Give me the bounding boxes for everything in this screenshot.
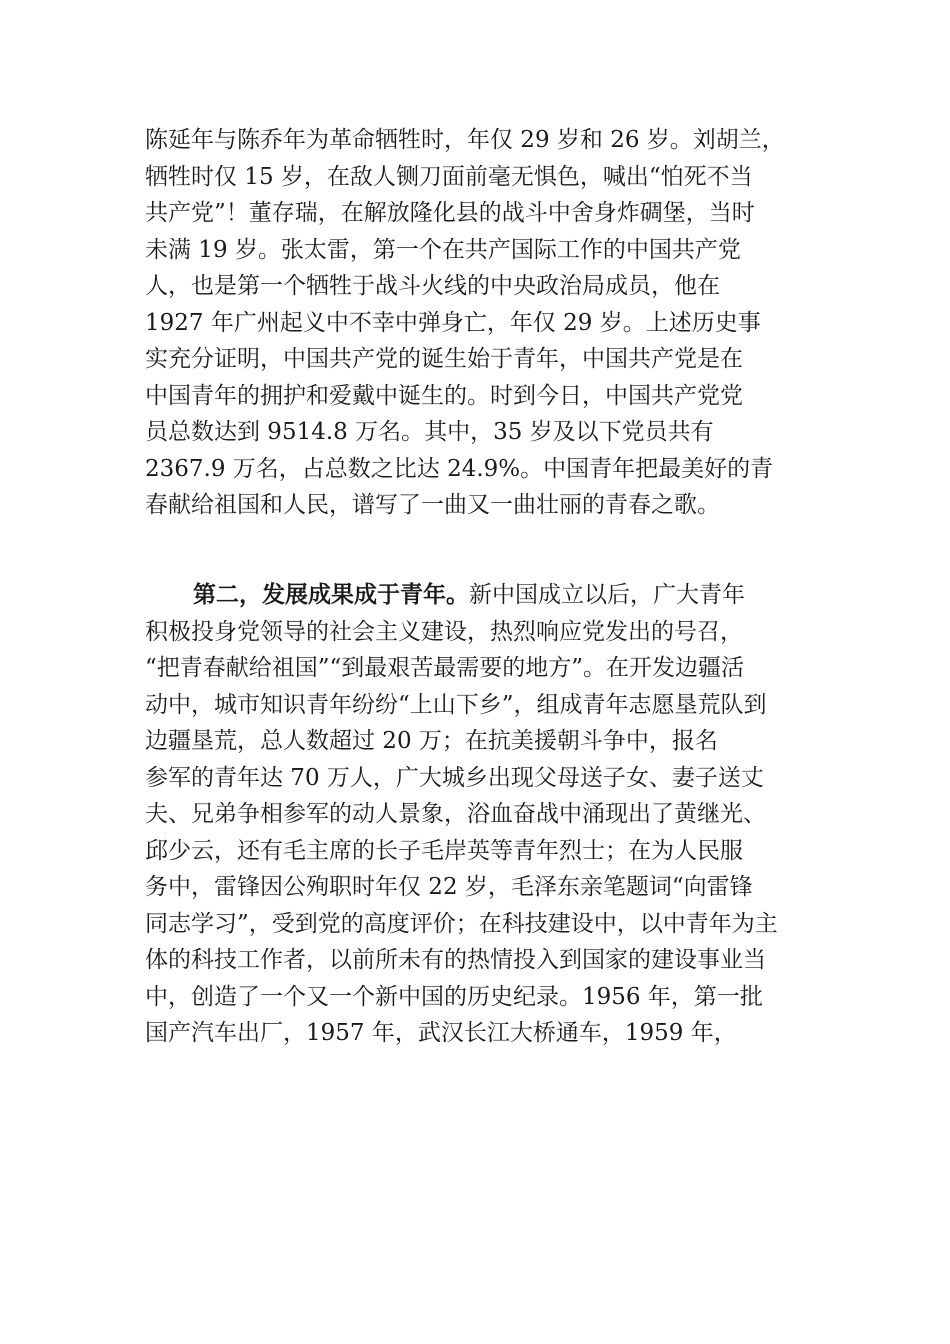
text-line: 陈延年与陈乔年为革命牺牲时，年仅 29 岁和 26 岁。刘胡兰， <box>145 127 785 153</box>
text-line: 邱少云，还有毛主席的长子毛岸英等青年烈士；在为人民服 <box>145 837 743 864</box>
paragraph-2 <box>145 577 810 1052</box>
text-line: 中，创造了一个又一个新中国的历史纪录。1956 年，第一批 <box>145 983 763 1010</box>
text-line: 体的科技工作者，以前所未有的热情投入到国家的建设事业当 <box>145 947 766 973</box>
text-line: 未满 19 岁。张太雷，第一个在共产国际工作的中国共产党 <box>145 236 741 263</box>
text-line: 参军的青年达 70 万人，广大城乡出现父母送子女、妻子送丈 <box>145 764 764 791</box>
text-run: 新中国成立以后，广大青年 <box>469 582 745 608</box>
text-line: 边疆垦荒，总人数超过 20 万；在抗美援朝斗争中，报名 <box>145 728 718 754</box>
text-line: 国产汽车出厂，1957 年，武汉长江大桥通车，1959 年， <box>145 1020 737 1046</box>
text-line: 员总数达到 9514.8 万名。其中，35 岁及以下党员共有 <box>145 419 714 445</box>
text-line: 中国青年的拥护和爱戴中诞生的。时到今日，中国共产党党 <box>145 382 743 409</box>
text-line: “把青春献给祖国”“到最艰苦最需要的地方”。在开发边疆活 <box>145 655 745 681</box>
text-line: 牺牲时仅 15 岁，在敌人铡刀面前毫无惧色，喊出“怕死不当 <box>145 163 753 190</box>
text-line: 共产党”！董存瑞，在解放隆化县的战斗中舍身炸碉堡，当时 <box>145 200 755 226</box>
text-line: 春献给祖国和人民，谱写了一曲又一曲壮丽的青春之歌。 <box>145 492 720 518</box>
paragraph-1 <box>145 122 810 524</box>
text-line: 夫、兄弟争相参军的动人景象，浴血奋战中涌现出了黄继光、 <box>145 801 766 827</box>
text-line: 务中，雷锋因公殉职时年仅 22 岁，毛泽东亲笔题词“向雷锋 <box>145 874 753 900</box>
text-line: 实充分证明，中国共产党的诞生始于青年，中国共产党是在 <box>145 346 743 372</box>
text-line: 积极投身党领导的社会主义建设，热烈响应党发出的号召， <box>145 618 743 645</box>
text-line: 2367.9 万名，占总数之比达 24.9%。中国青年把最美好的青 <box>145 455 774 482</box>
text-line: 人，也是第一个牺牲于战斗火线的中央政治局成员，他在 <box>145 273 720 299</box>
text-line: 动中，城市知识青年纷纷“上山下乡”，组成青年志愿垦荒队到 <box>145 691 767 718</box>
section-lead-heading: 第二，发展成果成于青年。 <box>193 582 469 608</box>
text-line: 同志学习”，受到党的高度评价；在科技建设中，以中青年为主 <box>145 910 778 937</box>
paragraph-first-line <box>145 577 810 614</box>
text-line: 1927 年广州起义中不幸中弹身亡，年仅 29 岁。上述历史事 <box>145 309 761 336</box>
